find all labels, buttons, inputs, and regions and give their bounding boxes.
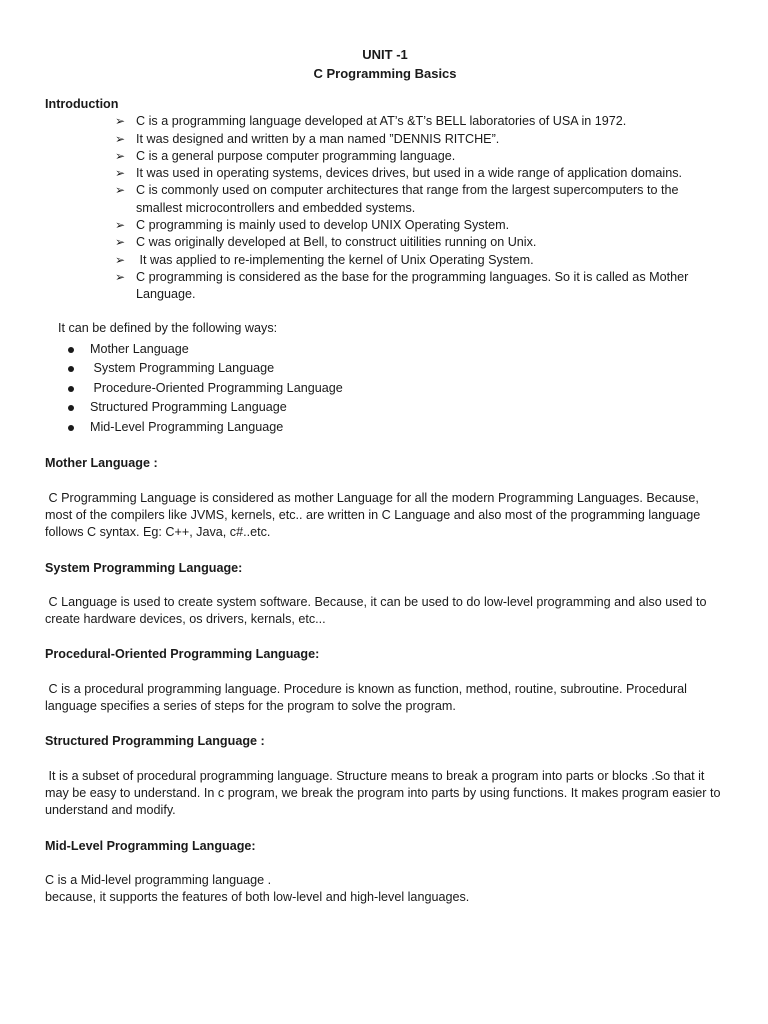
procedural-paragraph [45, 681, 725, 716]
list-item: System Programming Language [66, 359, 725, 379]
list-item: ➢ It was applied to re-implementing the kernel of Unix Operating System. [115, 252, 725, 269]
arrow-bullet-icon: ➢ [115, 148, 126, 163]
paragraph-line-1: C is a Mid-level programming language . [45, 872, 272, 887]
list-item: ➢ It was used in operating systems, devices drives, but used in a wide range of application domains. [115, 165, 725, 182]
structured-heading: Structured Programming Language : [45, 734, 265, 749]
paragraph-text: C is a procedural programming language. Procedure is known as function, method, routine, subroutine. Procedural language specifies a series of steps for the program to solve the program. [45, 681, 691, 714]
bullet-dot-icon [68, 425, 74, 431]
procedural-heading: Procedural-Oriented Programming Language: [45, 647, 320, 662]
arrow-bullet-icon: ➢ [115, 269, 126, 284]
bullet-dot-icon [68, 347, 74, 353]
arrow-bullet-icon: ➢ [115, 183, 126, 198]
arrow-bullet-icon: ➢ [115, 235, 126, 250]
list-item: ➢ C is a general purpose computer programming language. [115, 148, 725, 165]
list-item: ➢ C programming is considered as the base for the programming languages. So it is called as Mother Language. [115, 269, 689, 302]
list-item: Procedure-Oriented Programming Language [66, 379, 725, 399]
introduction-list [45, 113, 725, 303]
document-page [45, 45, 725, 906]
title-block [45, 45, 725, 83]
paragraph-line-2: because, it supports the features of both low-level and high-level languages. [45, 890, 470, 905]
bullet-dot-icon [68, 405, 74, 411]
arrow-bullet-icon: ➢ [115, 218, 126, 233]
list-item: ➢ C was originally developed at Bell, to construct uitilities running on Unix. [115, 234, 725, 251]
introduction-heading: Introduction [45, 97, 119, 111]
unit-label: UNIT -1 [362, 47, 408, 62]
structured-paragraph [45, 768, 725, 820]
system-programming-paragraph [45, 594, 725, 629]
mid-level-heading: Mid-Level Programming Language: [45, 838, 256, 853]
mother-language-paragraph [45, 490, 725, 542]
list-item: ➢ C programming is mainly used to develop UNIX Operating System. [115, 217, 725, 234]
page-title: C Programming Basics [313, 66, 457, 81]
list-item: Mid-Level Programming Language [66, 418, 725, 438]
bullet-dot-icon [68, 366, 74, 372]
mother-language-heading: Mother Language : [45, 456, 158, 471]
definitions-list [45, 340, 725, 438]
list-item: ➢ C is commonly used on computer architectures that range from the largest supercomputers to the smallest microcontrollers and embedded systems. [115, 183, 679, 215]
mid-level-paragraph [45, 872, 725, 907]
paragraph-text: C Language is used to create system software. Because, it can be used to do low-level programming and also used to create hardware devices, os drivers, kernals, etc... [45, 594, 711, 627]
definitions-intro: It can be defined by the following ways: [58, 320, 278, 335]
list-item: Mother Language [66, 340, 725, 360]
list-item: Structured Programming Language [66, 398, 725, 418]
arrow-bullet-icon: ➢ [115, 252, 126, 267]
paragraph-text: C Programming Language is considered as mother Language for all the modern Programming Languages. Because, most of the compilers like JVMS, kernels, etc.. are written in C Language and also most of the programming language follows C syntax. Eg: C++, Java, c#..etc. [45, 490, 704, 540]
system-programming-heading: System Programming Language: [45, 560, 243, 575]
bullet-dot-icon [68, 386, 74, 392]
arrow-bullet-icon: ➢ [115, 166, 126, 181]
arrow-bullet-icon: ➢ [115, 114, 126, 129]
list-item: ➢ C is a programming language developed at AT’s &T’s BELL laboratories of USA in 1972. [115, 113, 725, 130]
paragraph-text: It is a subset of procedural programming language. Structure means to break a program into parts or blocks .So that it may be easy to understand. In c program, we break the program into parts by using functions. It makes program easier to understand and modify. [45, 768, 724, 818]
list-item: ➢ It was designed and written by a man named ”DENNIS RITCHE”. [115, 131, 725, 148]
arrow-bullet-icon: ➢ [115, 131, 126, 146]
